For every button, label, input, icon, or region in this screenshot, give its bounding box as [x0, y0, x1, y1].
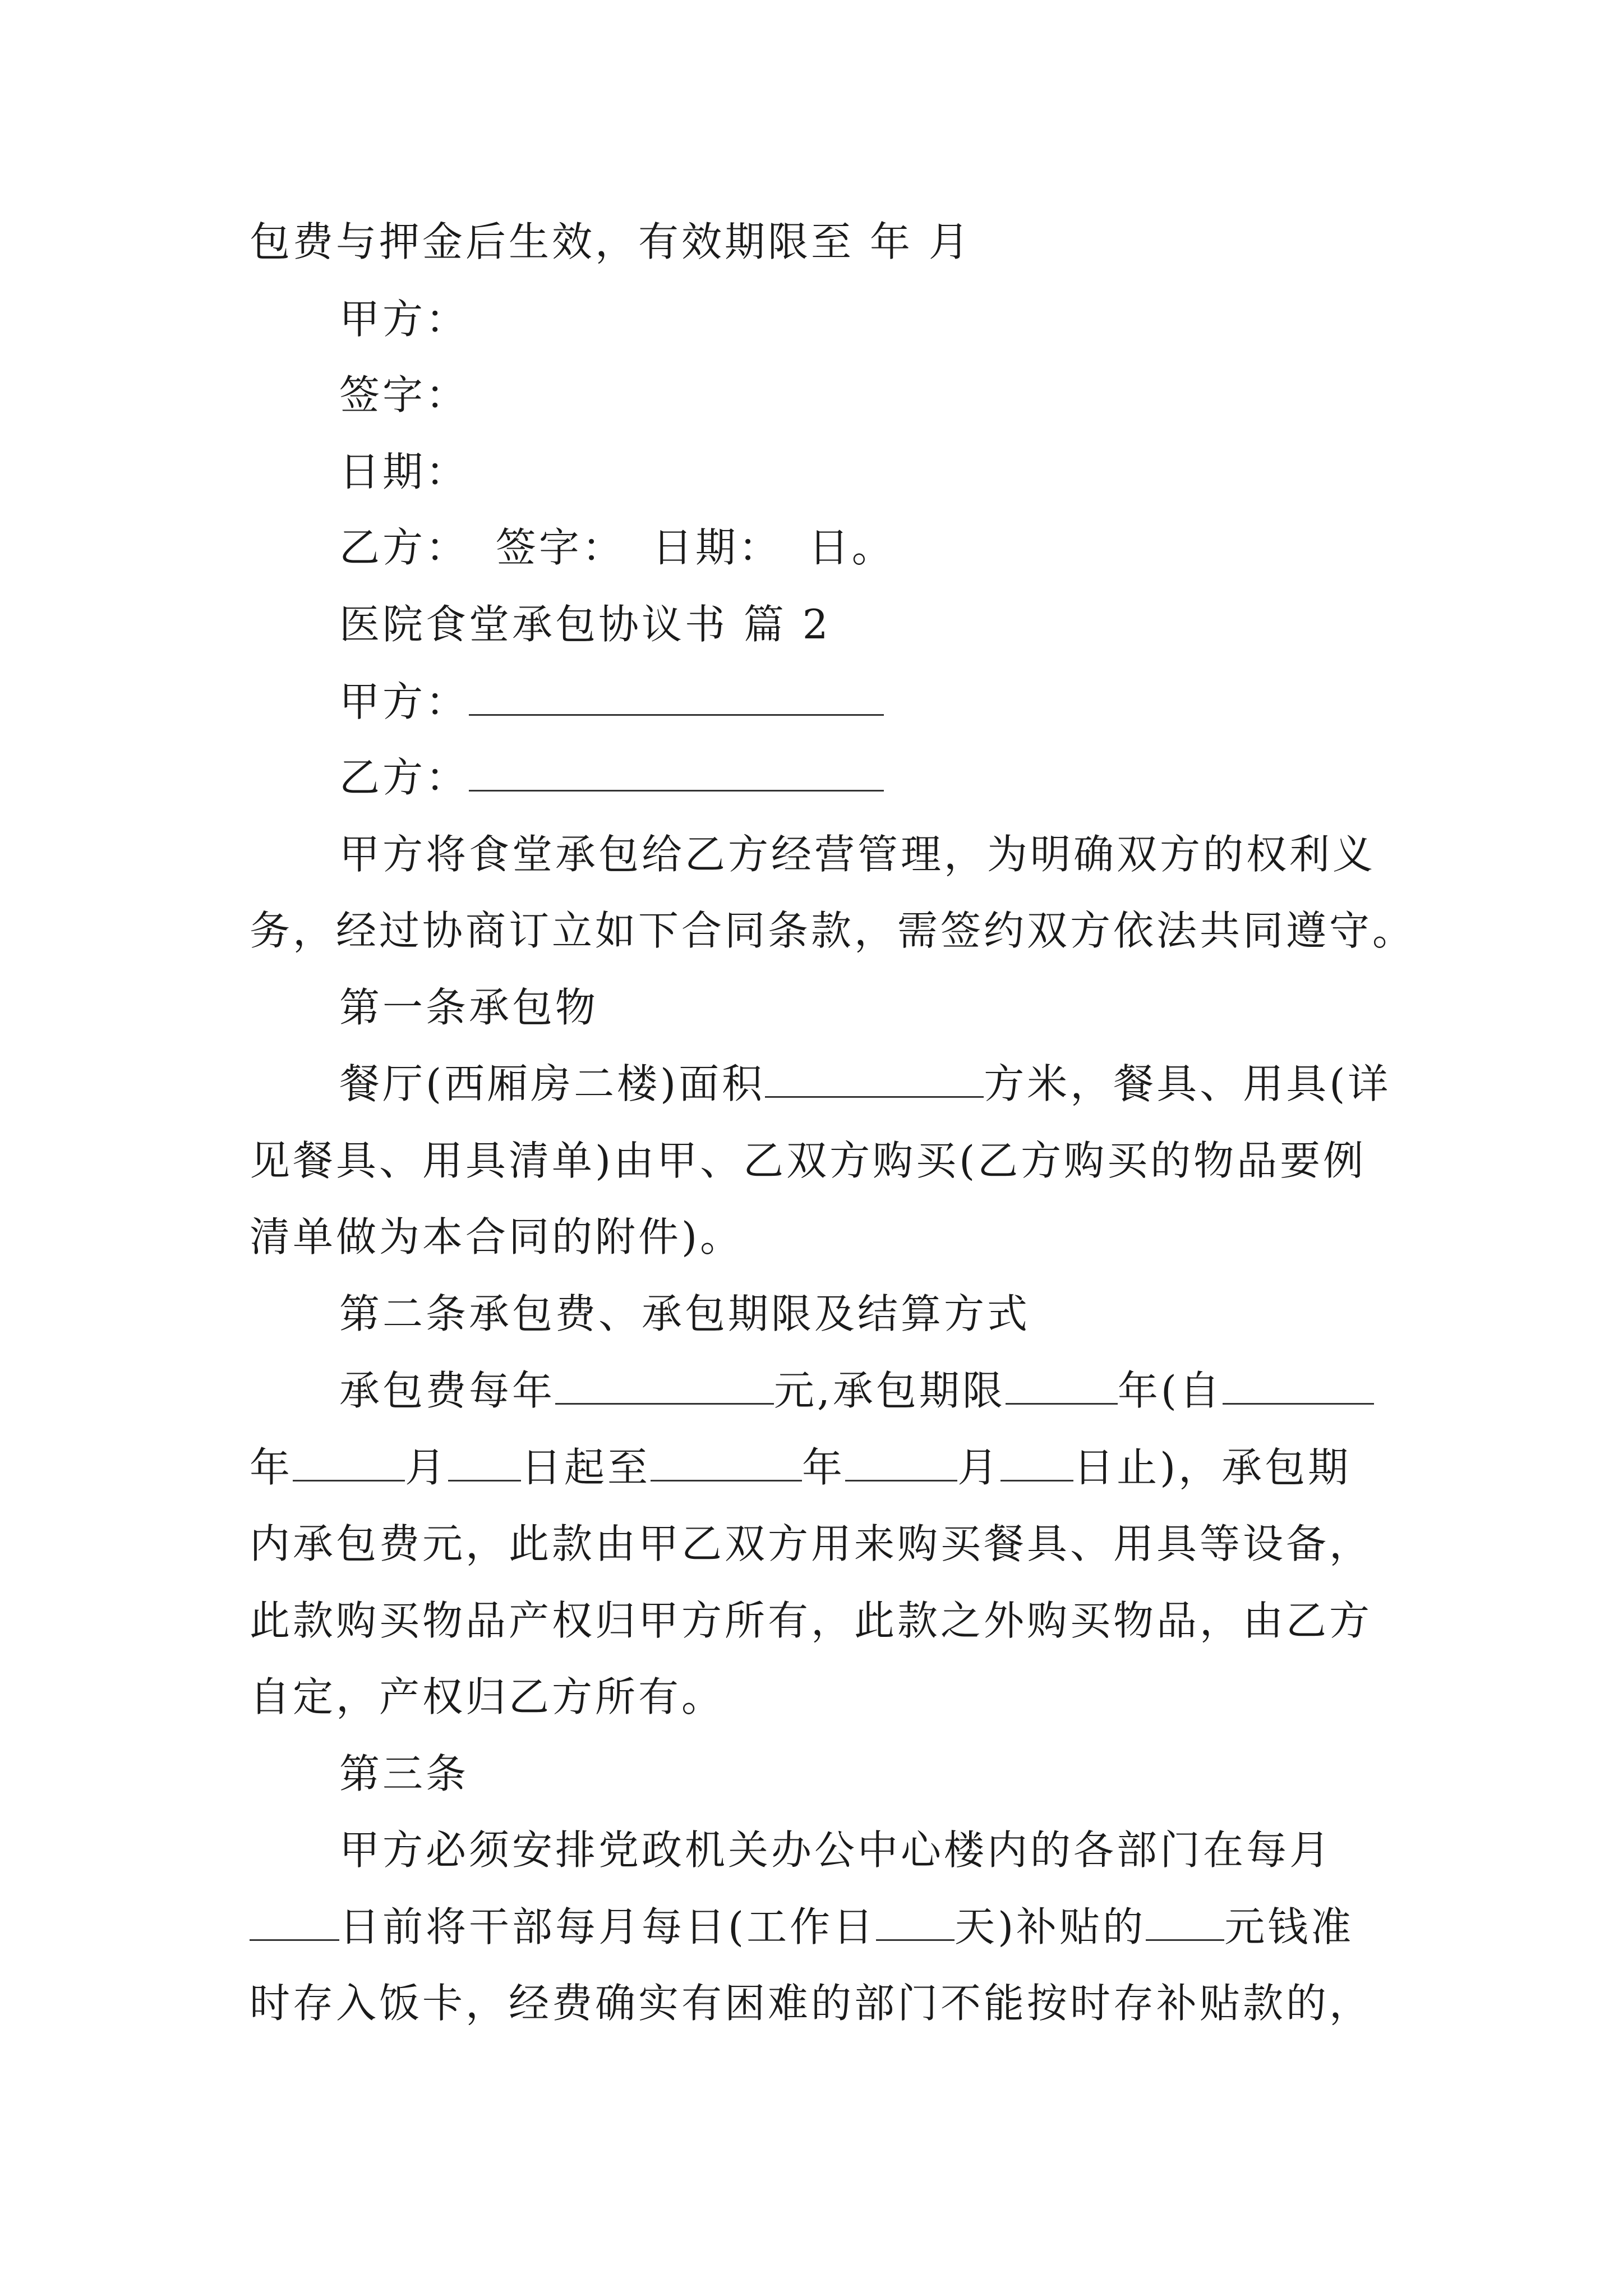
- term-blank: [1006, 1370, 1118, 1405]
- text-line-13: 见餐具、用具清单)由甲、乙双方购买(乙方购买的物品要例: [250, 1137, 1367, 1184]
- day-blank: [250, 1907, 339, 1941]
- text-line-10: 务，经过协商订立如下合同条款，需签约双方依法共同遵守。: [250, 907, 1416, 954]
- workday-text: 日前将干部每月每日(工作日: [339, 1903, 877, 1950]
- to-year-blank: [651, 1447, 802, 1481]
- party-b-field: [339, 754, 884, 801]
- to-month-blank: [845, 1447, 957, 1481]
- to-day-blank: [1000, 1447, 1073, 1481]
- month-label-1: 月: [405, 1444, 449, 1491]
- party-a-field-label: 甲方：: [339, 678, 469, 725]
- until-label: 日起至: [521, 1444, 651, 1491]
- month-label-2: 月: [957, 1444, 1001, 1491]
- party-b-date-label: 日期：: [652, 524, 782, 571]
- fee-blank: [555, 1370, 774, 1405]
- party-b-field-label: 乙方：: [339, 754, 469, 801]
- party-b-blank: [469, 757, 884, 792]
- text-line-1: 包费与押金后生效，有效期限至 年 月: [250, 218, 972, 265]
- year-label-2: 年: [802, 1444, 846, 1491]
- money-text: 元钱准: [1224, 1903, 1354, 1950]
- date-label: 日期：: [339, 448, 469, 495]
- from-day-blank: [448, 1447, 521, 1481]
- text-line-14: 清单做为本合同的附件)。: [250, 1213, 744, 1260]
- subsidy-blank: [1146, 1907, 1224, 1941]
- from-year-blank: [1223, 1370, 1374, 1405]
- party-a-label: 甲方：: [339, 296, 469, 343]
- section-title: 医院食堂承包协议书 篇 2: [339, 601, 831, 648]
- party-a-field: [339, 678, 884, 725]
- text-line-20: 自定，产权归乙方所有。: [250, 1673, 725, 1720]
- term-label: 元,承包期限: [774, 1367, 1006, 1414]
- area-unit-text: 方米，餐具、用具(详: [984, 1060, 1391, 1107]
- party-b-signature-label: 签字：: [495, 524, 625, 571]
- article-3-title: 第三条: [339, 1750, 469, 1797]
- signature-label: 签字：: [339, 371, 469, 418]
- fee-label: 承包费每年: [339, 1367, 556, 1414]
- year-label-1: 年: [250, 1444, 293, 1491]
- party-a-blank: [469, 682, 884, 716]
- subsidy-text: 天)补贴的: [955, 1903, 1146, 1950]
- article-1-title: 第一条承包物: [339, 984, 599, 1031]
- text-line-24: 时存入饭卡，经费确实有困难的部门不能按时存补贴款的，: [250, 1980, 1373, 2027]
- text-line-9: 甲方将食堂承包给乙方经营管理，为明确双方的权利义: [339, 831, 1376, 878]
- article-2-title: 第二条承包费、承包期限及结算方式: [339, 1290, 1031, 1337]
- text-line-16: [339, 1367, 1374, 1414]
- party-b-label: 乙方：: [339, 524, 469, 571]
- text-line-17: [250, 1444, 1352, 1491]
- text-line-12: [339, 1060, 1391, 1107]
- from-month-blank: [293, 1447, 405, 1481]
- text-line-23: [250, 1903, 1354, 1950]
- area-blank: [765, 1064, 984, 1098]
- workday-blank: [876, 1907, 955, 1941]
- text-line-19: 此款购买物品产权归甲方所有，此款之外购买物品，由乙方: [250, 1597, 1373, 1644]
- end-label: 日止)，承包期: [1073, 1444, 1352, 1491]
- from-label: 年(自: [1117, 1367, 1223, 1414]
- text-line-22: 甲方必须安排党政机关办公中心楼内的各部门在每月: [339, 1826, 1333, 1874]
- text-line-18: 内承包费元，此款由甲乙双方用来购买餐具、用具等设备，: [250, 1520, 1373, 1567]
- area-label: 餐厅(西厢房二楼)面积: [339, 1060, 766, 1107]
- day-label: 日。: [808, 524, 895, 571]
- party-b-sign-line: [339, 524, 895, 571]
